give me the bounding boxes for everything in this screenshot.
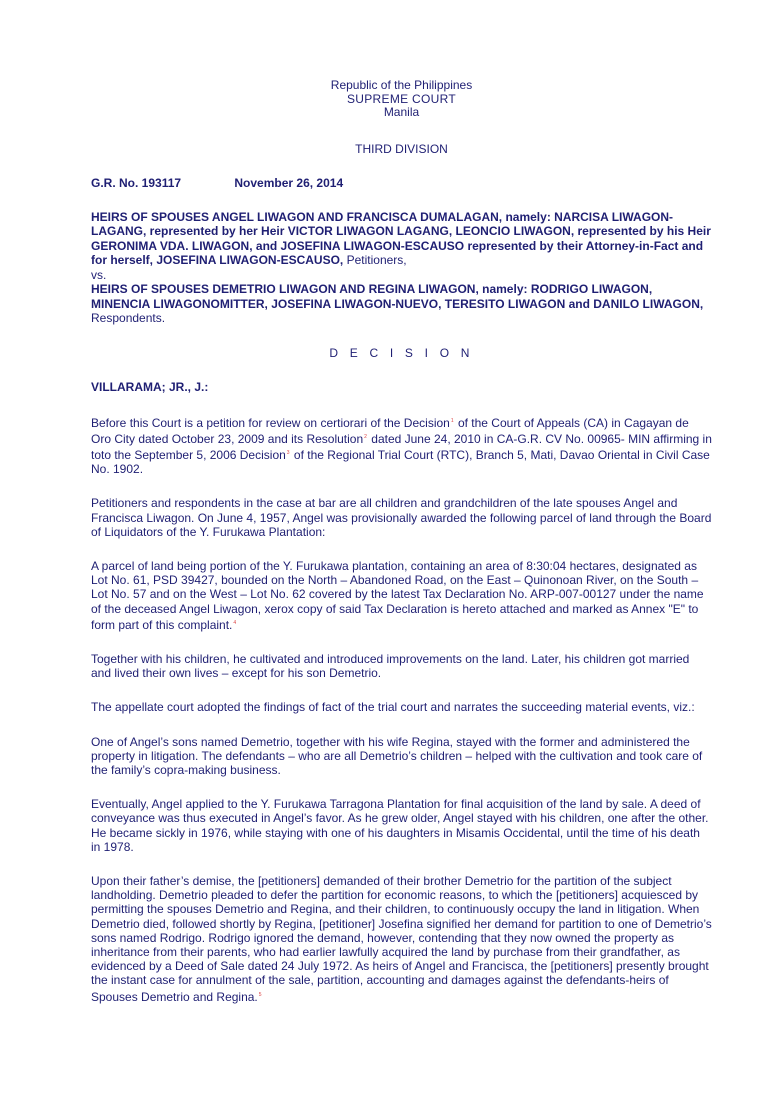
footnote-link-1[interactable]: 1	[450, 417, 454, 424]
paragraph-1-text-b: of the Court of Appeals (CA) in Cagayan de Oro City dated October 23, 2009 and its Resolution	[91, 415, 689, 446]
decision-title: D E C I S I O N	[329, 345, 474, 360]
respondents-block	[91, 282, 712, 326]
court-location: Manila	[383, 105, 420, 119]
respondents-label: Respondents.	[91, 311, 166, 325]
republic-line: Republic of the Philippines	[330, 78, 473, 92]
ponente: VILLARAMA; JR., J.:	[91, 379, 209, 394]
case-parties	[91, 210, 712, 326]
paragraph-1-text-c: dated June 24, 2010 in CA-G.R. CV No. 00965- MIN affirming in toto the September 5, 2006 Decision	[91, 431, 712, 462]
gr-number: G.R. No. 193117	[91, 175, 182, 190]
paragraph-3-quote	[91, 559, 712, 632]
paragraph-8-text: Upon their father’s demise, the [petitioners] demanded of their brother Demetrio for the partition of the subject landholding. Demetrio pleaded to defer the partition for economic reasons, to which the [petitioners] acquiesced by permitting the spouses Demetrio and Regina, and their children, to continuously occupy the land in litigation. When Demetrio died, followed shortly by Regina, [petitioner] Josefina signified her demand for partition to one of Demetrio’s sons named Rodrigo. Rodrigo ignored the demand, however, contending that they now owned the property as inheritance from their parents, who had earlier lawfully acquired the land by purchase from their grandfather, as evidenced by a Deed of Sale dated 24 July 1972. As heirs of Angel and Francisca, the [petitioners] presently brought the instant case for annulment of the sale, partition, accounting and damages against the defendants-heirs of Spouses Demetrio and Regina.	[91, 873, 712, 1004]
footnote-link-3[interactable]: 3	[286, 449, 290, 456]
paragraph-1-text-a: Before this Court is a petition for review on certiorari of the Decision	[91, 415, 450, 430]
footnote-link-4[interactable]: 4	[233, 619, 237, 626]
versus-label: vs.	[91, 267, 107, 282]
paragraph-4: Together with his children, he cultivated and introduced improvements on the land. Later, his children got married and lived their own lives – except for his son Demetrio.	[91, 651, 690, 681]
case-number-line	[91, 176, 712, 190]
paragraph-8	[91, 874, 712, 1004]
paragraph-5: The appellate court adopted the findings of fact of the trial court and narrates the succeeding material events, viz.:	[91, 700, 695, 715]
paragraph-1-text-d: of the Regional Trial Court (RTC), Branch 5, Mati, Davao Oriental in Civil Case No. 1902.	[91, 447, 710, 477]
respondents-names: HEIRS OF SPOUSES DEMETRIO LIWAGON AND REGINA LIWAGON, namely: RODRIGO LIWAGON, MINENCIA LIWAGONOMITTER, JOSEFINA LIWAGON-NUEVO, TERESITO LIWAGON and DANILO LIWAGON,	[91, 282, 704, 311]
paragraph-1	[91, 414, 712, 477]
court-name: SUPREME COURT	[346, 91, 457, 106]
paragraph-2: Petitioners and respondents in the case at bar are all children and grandchildren of the late spouses Angel and Francisca Liwagon. On June 4, 1957, Angel was provisionally awarded the following parcel of land through the Board of Liquidators of the Y. Furukawa Plantation:	[91, 496, 712, 539]
paragraph-7: Eventually, Angel applied to the Y. Furukawa Tarragona Plantation for final acquisition of the land by sale. A deed of conveyance was thus executed in Angel’s favor. As he grew older, Angel stayed with his children, one after the other. He became sickly in 1976, while staying with one of his daughters in Misamis Occidental, until the time of his death in 1978.	[91, 797, 709, 854]
footnote-link-2[interactable]: 2	[364, 433, 367, 440]
paragraph-3-text: A parcel of land being portion of the Y. Furukawa plantation, containing an area of 8:30:04 hectares, designated as Lot No. 61, PSD 39427, bounded on the North – Abandoned Road, on the East – Quinonoan River, on the South – Lot No. 57 and on the West – Lot No. 62 covered by the latest Tax Declaration No. ARP-007-00127 under the name of the deceased Angel Liwagon, xerox copy of said Tax Declaration is hereto attached and marked as Annex "E" to form part of this complaint.	[91, 558, 704, 632]
footnote-link-5[interactable]: 5	[258, 991, 262, 998]
paragraph-6: One of Angel’s sons named Demetrio, together with his wife Regina, stayed with the former and administered the property in litigation. The defendants – who are all Demetrio’s children – helped with the cultivation and took care of the family’s copra-making business.	[91, 734, 703, 777]
petitioners-block	[91, 210, 712, 268]
document-page	[0, 79, 768, 1103]
petitioners-names: HEIRS OF SPOUSES ANGEL LIWAGON AND FRANCISCA DUMALAGAN, namely: NARCISA LIWAGON-LAGANG, represented by her Heir VICTOR LIWAGON LAGANG, LEONCIO LIWAGON, represented by his Heir GERONIMA VDA. LIWAGON, and JOSEFINA LIWAGON-ESCAUSO represented by their Attorney-in-Fact and for herself, JOSEFINA LIWAGON-ESCAUSO,	[91, 209, 711, 267]
petitioners-label: Petitioners,	[346, 253, 407, 267]
court-header	[91, 79, 712, 120]
division-label: THIRD DIVISION	[355, 141, 448, 156]
decision-date: November 26, 2014	[234, 175, 344, 190]
